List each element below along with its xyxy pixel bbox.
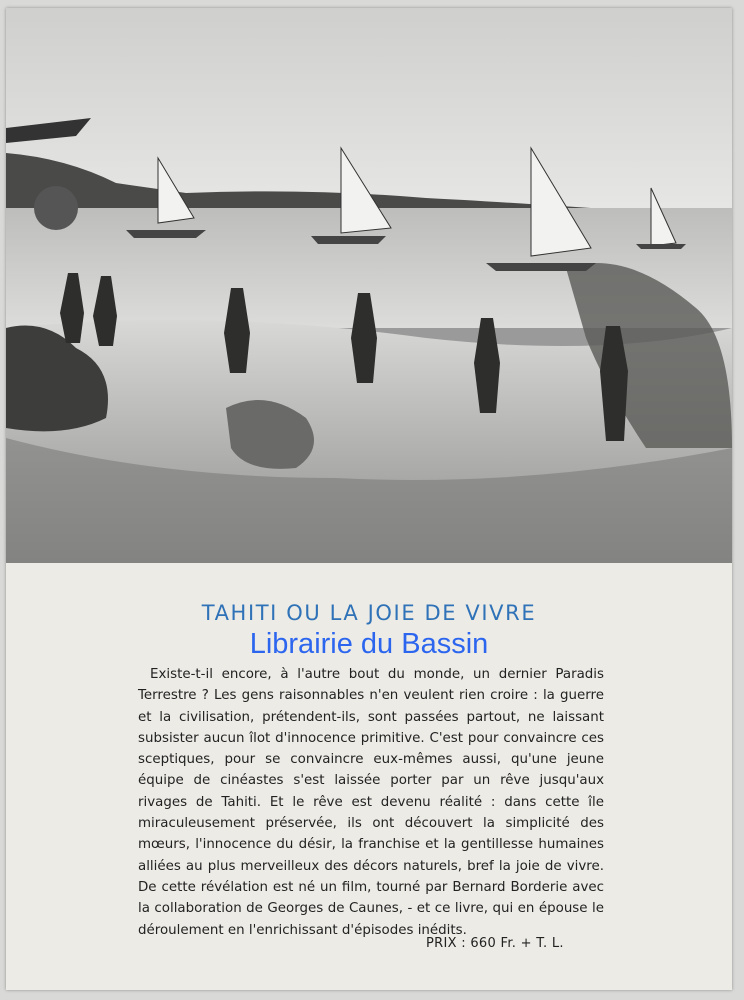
cover-photo xyxy=(6,8,732,563)
book-back-cover xyxy=(6,8,732,990)
bookseller-watermark: Librairie du Bassin xyxy=(249,628,489,660)
beach-dancers-photo xyxy=(6,8,732,563)
book-title: TAHITI OU LA JOIE DE VIVRE xyxy=(201,601,537,625)
blurb-text: Existe-t-il encore, à l'autre bout du monde, un dernier Paradis Terrestre ? Les gens raisonnables n'en veulent rien croire : la guerre et la civilisation, prétendent-ils, sont passées partout, ne laissant subsister aucun îlot d'innocence primitive. C'est pour convaincre ces sceptiques, pour se convaincre eux-mêmes aussi, qu'une jeune équipe de cinéastes s'est laissée porter par un rêve jusqu'aux rivages de Tahiti. Et le rêve est devenu réalité : dans cette île miraculeusement préservée, ils ont découvert la simplicité des mœurs, l'innocence du désir, la franchise et la gentillesse humaines alliées au plus merveilleux des décors naturels, bref la joie de vivre. De cette révélation est né un film, tourné par Bernard Borderie avec la collaboration de Georges de Caunes, - et ce livre, qui en épouse le déroulement en l'enrichissant d'épisodes inédits. xyxy=(138,667,604,938)
price-label: PRIX : 660 Fr. + T. L. xyxy=(426,936,564,951)
